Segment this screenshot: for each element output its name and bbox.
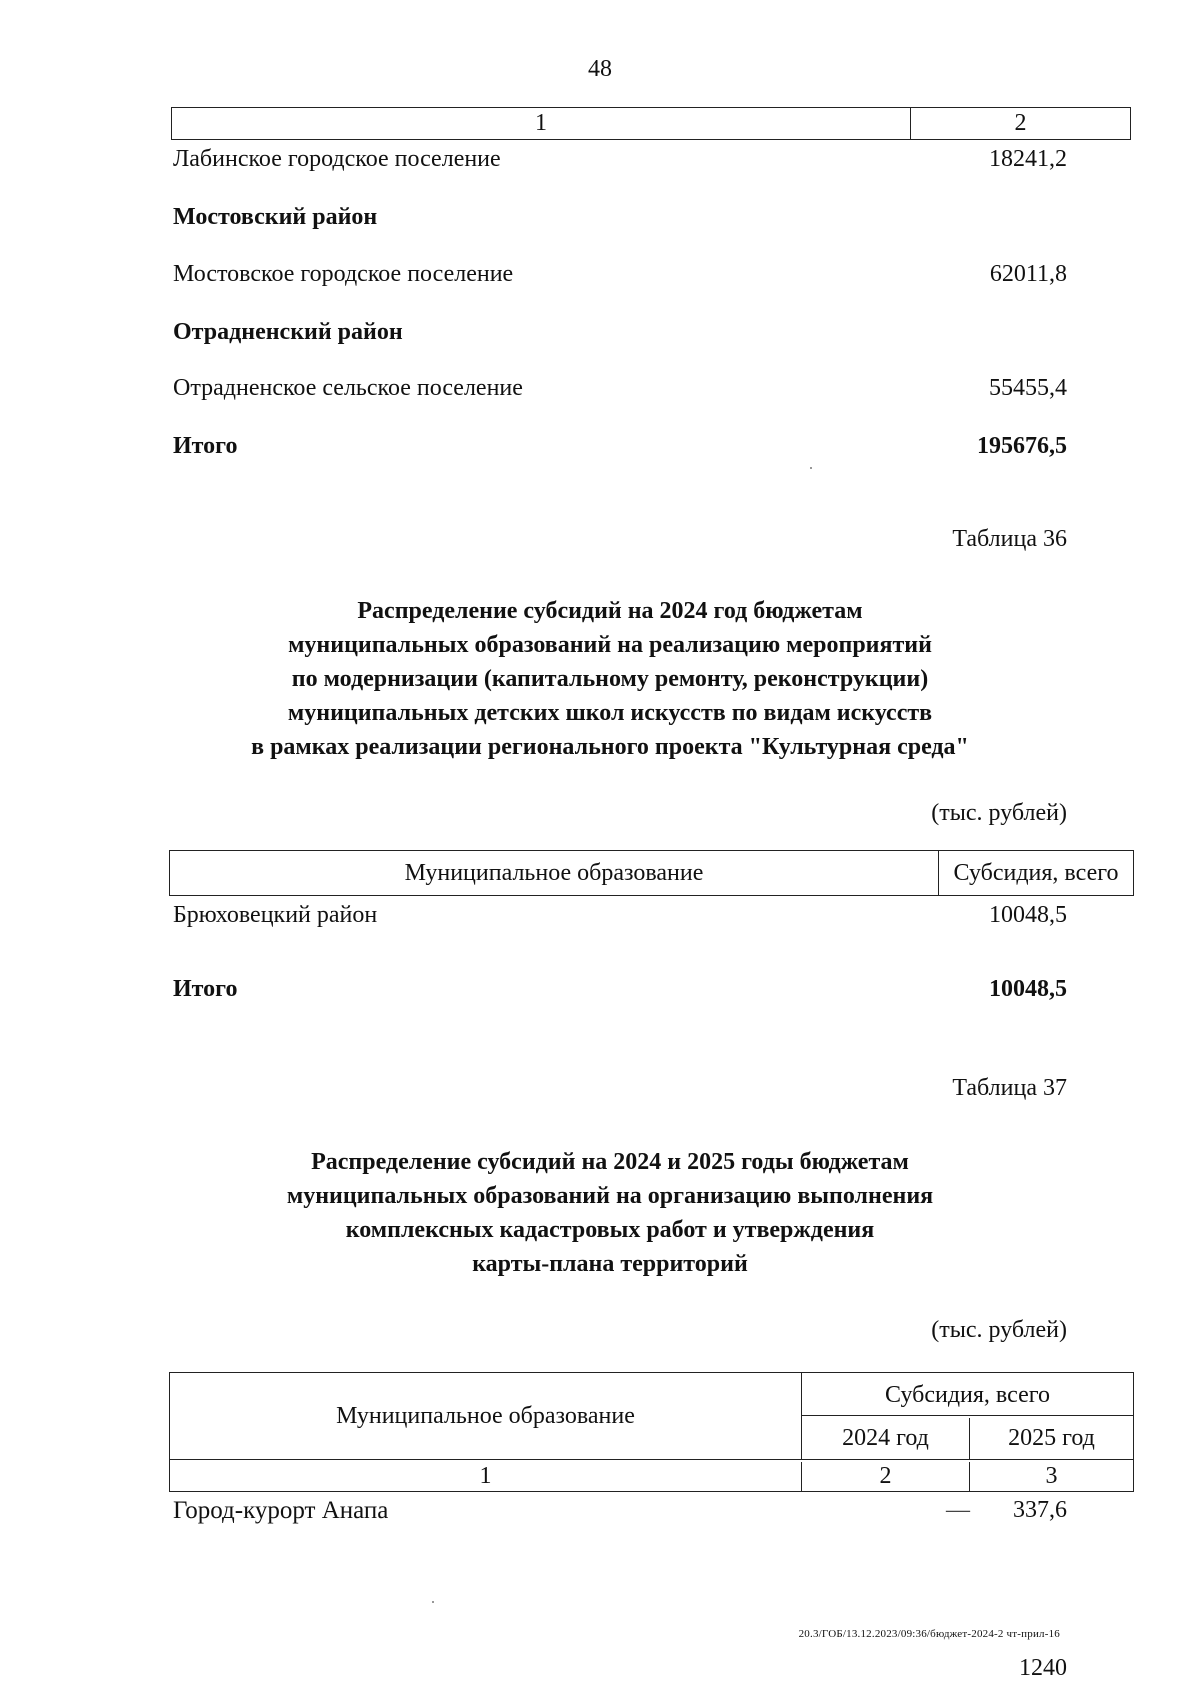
- table35-district: Мостовский район: [173, 204, 378, 230]
- table35-row-value: 55455,4: [989, 375, 1067, 401]
- table36-label: Таблица 36: [952, 526, 1067, 552]
- table35-district: Отрадненский район: [173, 319, 403, 345]
- table35-header: [171, 107, 1131, 140]
- table35-row-name: Отрадненское сельское поселение: [173, 375, 523, 401]
- table37-header-num1: 1: [170, 1462, 802, 1491]
- table36-title-line: муниципальных детских школ искусств по видам искусств: [287, 700, 933, 726]
- table37-row-value-2025: 337,6: [1013, 1497, 1067, 1523]
- table35-row-value: 18241,2: [989, 146, 1067, 172]
- table37-header-num2: 2: [802, 1462, 970, 1491]
- table36-title-line: Распределение субсидий на 2024 год бюджетам: [357, 598, 863, 624]
- page-number: 48: [588, 56, 612, 82]
- table37-title: [150, 1145, 1070, 1281]
- table37-title-line: Распределение субсидий на 2024 и 2025 годы бюджетам: [311, 1149, 909, 1175]
- table37-header-group: Субсидия, всего: [802, 1373, 1133, 1416]
- table36-header-col1: Муниципальное образование: [170, 851, 939, 895]
- table37-row-name: Город-курорт Анапа: [173, 1497, 389, 1524]
- table37-header-num3: 3: [1045, 1463, 1058, 1489]
- table37-header: [169, 1372, 1134, 1492]
- table35-row-name: Лабинское городское поселение: [173, 146, 501, 172]
- table36-row-name: Брюховецкий район: [173, 902, 378, 928]
- table36-total-label: Итого: [173, 976, 238, 1002]
- table35-header-col2: 2: [1014, 110, 1027, 136]
- footer-code: 20.3/ГОБ/13.12.2023/09:36/бюджет-2024-2 чт-прил-16: [798, 1628, 1060, 1640]
- table35-header-col1: 1: [172, 108, 911, 139]
- table35-row-name: Мостовское городское поселение: [173, 261, 514, 287]
- table36-title-line: в рамках реализации регионального проекта "Культурная среда": [251, 734, 969, 760]
- table37-title-line: карты-плана территорий: [472, 1251, 748, 1277]
- table37-title-line: муниципальных образований на организацию выполнения: [286, 1183, 934, 1209]
- table36-unit: (тыс. рублей): [931, 800, 1067, 826]
- sheet-number: 1240: [1019, 1655, 1067, 1681]
- table36-total-value: 10048,5: [989, 976, 1067, 1002]
- table35-total-value: 195676,5: [977, 433, 1067, 459]
- table36-header: [169, 850, 1134, 896]
- table37-title-line: комплексных кадастровых работ и утверждения: [345, 1217, 875, 1243]
- scan-speck: [432, 1601, 434, 1603]
- table36-row-value: 10048,5: [989, 902, 1067, 928]
- table37-header-col1: Муниципальное образование: [170, 1373, 802, 1460]
- table35-total-label: Итого: [173, 433, 238, 459]
- scan-speck: [810, 467, 812, 469]
- table36-header-col2: Субсидия, всего: [953, 860, 1119, 886]
- table37-header-year-2024: 2024 год: [802, 1418, 970, 1460]
- table37-label: Таблица 37: [952, 1075, 1067, 1101]
- table35-row-value: 62011,8: [989, 261, 1067, 287]
- table37-unit: (тыс. рублей): [931, 1317, 1067, 1343]
- table36-title-line: по модернизации (капитальному ремонту, реконструкции): [291, 666, 929, 692]
- table37-header-year-2025: 2025 год: [970, 1418, 1133, 1460]
- table36-title-line: муниципальных образований на реализацию мероприятий: [288, 632, 932, 658]
- table37-row-value-2024: —: [946, 1497, 970, 1523]
- table36-title: [150, 594, 1070, 764]
